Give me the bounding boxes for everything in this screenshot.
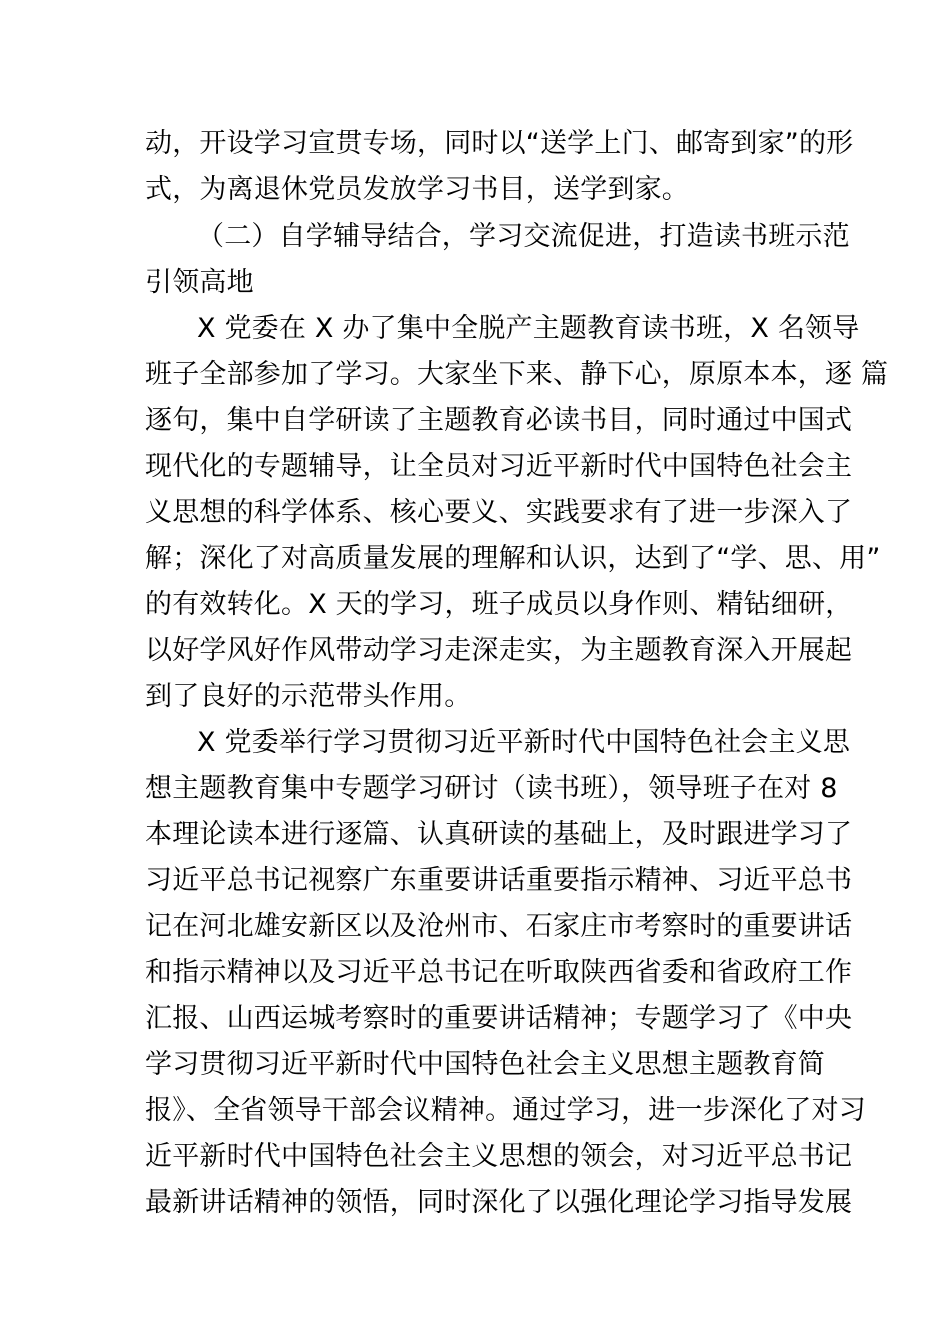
text-line-12: 以好学风好作风带动学习走深走实，为主题教育深入开展起	[145, 635, 853, 666]
text-line-1: 动，开设学习宣贯专场，同时以“送学上门、邮寄到家”的形	[145, 128, 854, 159]
text-line-13: 到了良好的示范带头作用。	[145, 681, 472, 712]
text-line-21: 学习贯彻习近平新时代中国特色社会主义思想主题教育简	[145, 1049, 825, 1080]
text-line-6: 班子全部参加了学习。大家坐下来、静下心，原原本本，逐 篇	[145, 359, 889, 390]
section-heading-line-1: （二）自学辅导结合，学习交流促进，打造读书班示范	[197, 221, 850, 252]
text-line-22: 报》、全省领导干部会议精神。通过学习，进一步深化了对习	[145, 1095, 866, 1126]
text-line-8: 现代化的专题辅导，让全员对习近平新时代中国特色社会主	[145, 451, 853, 482]
text-line-9: 义思想的科学体系、核心要义、实践要求有了进一步深入了	[145, 497, 853, 528]
text-line-11: 的有效转化。X 天的学习，班子成员以身作则、精钻细研，	[145, 589, 853, 620]
text-line-17: 习近平总书记视察广东重要讲话重要指示精神、习近平总书	[145, 865, 853, 896]
text-line-7: 逐句，集中自学研读了主题教育必读书目，同时通过中国式	[145, 405, 853, 436]
section-heading-line-2: 引领高地	[145, 267, 254, 298]
text-line-23: 近平新时代中国特色社会主义思想的领会，对习近平总书记	[145, 1141, 853, 1172]
text-line-24: 最新讲话精神的领悟，同时深化了以强化理论学习指导发展	[145, 1187, 853, 1218]
text-line-15: 想主题教育集中专题学习研讨（读书班），领导班子在对 8	[145, 773, 838, 804]
text-line-18: 记在河北雄安新区以及沧州市、石家庄市考察时的重要讲话	[145, 911, 853, 942]
text-line-19: 和指示精神以及习近平总书记在听取陕西省委和省政府工作	[145, 957, 853, 988]
text-line-10: 解；深化了对高质量发展的理解和认识，达到了“学、思、用”	[145, 543, 881, 574]
text-line-20: 汇报、山西运城考察时的重要讲话精神；专题学习了《中央	[145, 1003, 853, 1034]
text-line-14: X 党委举行学习贯彻习近平新时代中国特色社会主义思	[197, 727, 851, 758]
text-line-2: 式，为离退休党员发放学习书目，送学到家。	[145, 174, 689, 205]
text-line-5: X 党委在 X 办了集中全脱产主题教育读书班，X 名领导	[197, 313, 860, 344]
text-line-16: 本理论读本进行逐篇、认真研读的基础上，及时跟进学习了	[145, 819, 853, 850]
